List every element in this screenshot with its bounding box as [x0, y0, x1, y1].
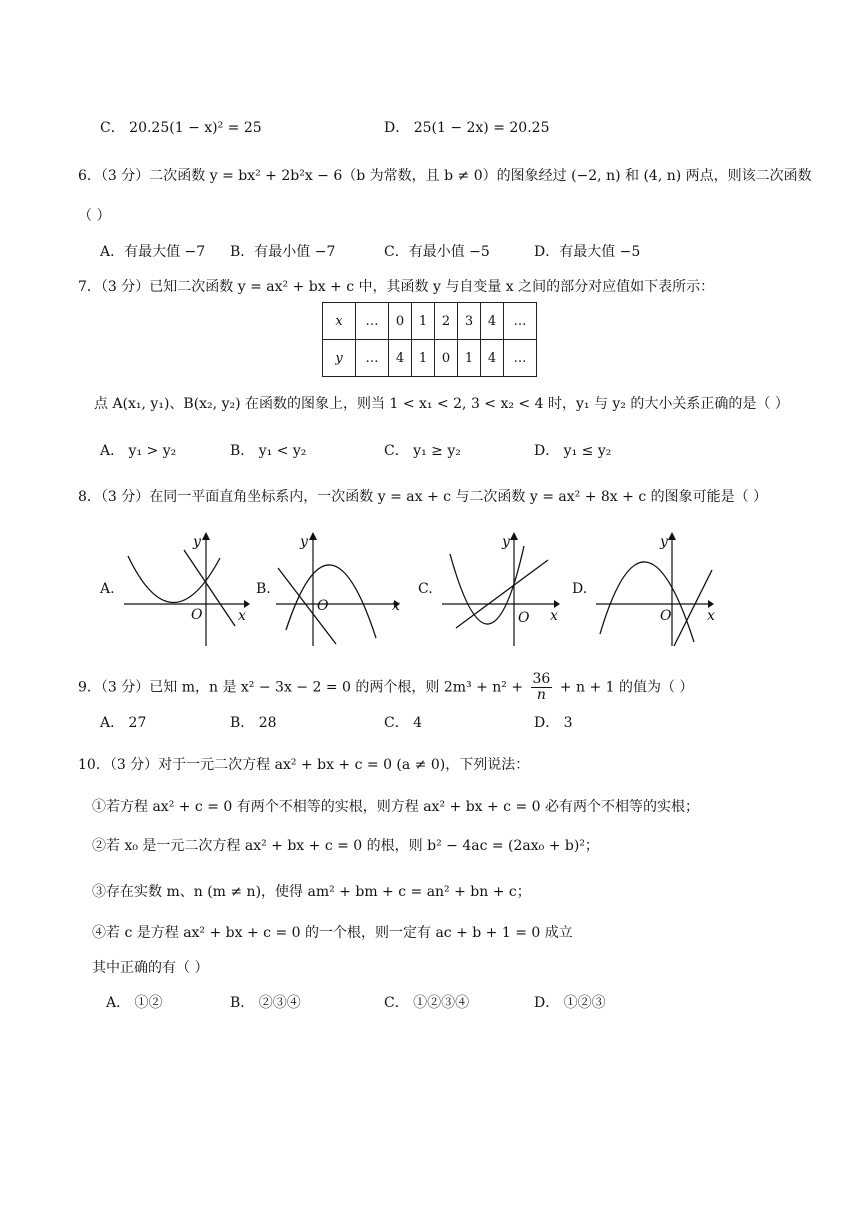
- table-cell: 1: [412, 303, 435, 340]
- x-axis-arrow: [244, 600, 250, 608]
- y-axis-arrow: [668, 532, 676, 540]
- table-cell: 0: [435, 340, 458, 377]
- y-axis-arrow: [510, 532, 518, 540]
- q10-statement-2: ②若 x₀ 是一元二次方程 ax² + bx + c = 0 的根，则 b² − 4ac = (2ax₀ + b)²；: [92, 838, 599, 854]
- table-cell: …: [356, 340, 389, 377]
- q10-statement-4: ④若 c 是方程 ax² + bx + c = 0 的一个根，则一定有 ac + b + 1 = 0 成立: [92, 925, 573, 941]
- origin-label: O: [191, 607, 203, 623]
- q7-option-a[interactable]: A． y₁ > y₂: [100, 443, 177, 459]
- table-row-x: [323, 303, 537, 340]
- q6-answer-blank: （ ）: [78, 208, 111, 224]
- q10-option-c[interactable]: C． ①②③④: [384, 995, 470, 1011]
- table-cell: 4: [389, 340, 412, 377]
- origin-label: O: [518, 610, 530, 626]
- q6-stem: 6．（3 分）二次函数 y = bx² + 2b²x − 6（b 为常数，且 b ≠ 0）的图象经过 (−2, n) 和 (4, n) 两点，则该二次函数: [78, 168, 812, 184]
- table-cell: 4: [481, 303, 504, 340]
- y-axis-label: y: [300, 534, 308, 550]
- table-cell: x: [323, 303, 356, 340]
- q9-stem: [78, 672, 693, 703]
- graph-a[interactable]: [120, 530, 250, 648]
- y-axis-label: y: [193, 534, 201, 550]
- parabola-curve: [450, 546, 524, 624]
- x-axis-label: x: [707, 608, 715, 624]
- table-cell: …: [504, 340, 537, 377]
- origin-label: O: [317, 598, 329, 614]
- y-axis-label: y: [660, 534, 668, 550]
- q9-option-a[interactable]: A． 27: [100, 715, 147, 731]
- table-row-y: [323, 340, 537, 377]
- q7-option-c[interactable]: C． y₁ ≥ y₂: [384, 443, 461, 459]
- table-cell: …: [356, 303, 389, 340]
- q7-option-b[interactable]: B． y₁ < y₂: [230, 443, 307, 459]
- graph-a-label[interactable]: A.: [100, 581, 115, 597]
- x-axis-label: x: [238, 608, 246, 624]
- x-axis-label: x: [392, 598, 400, 614]
- q10-question: 其中正确的有（ ）: [92, 960, 209, 976]
- q10-statement-3: ③存在实数 m、n (m ≠ n)，使得 am² + bm + c = an² + bn + c；: [92, 884, 531, 900]
- q9-option-d[interactable]: D． 3: [534, 715, 573, 731]
- q10-statement-1: ①若方程 ax² + c = 0 有两个不相等的实根，则方程 ax² + bx + c = 0 必有两个不相等的实根；: [92, 799, 700, 815]
- q10-option-a[interactable]: A． ①②: [106, 995, 163, 1011]
- parabola-curve: [600, 562, 694, 642]
- graph-d[interactable]: [590, 530, 720, 648]
- table-cell: 3: [458, 303, 481, 340]
- y-axis-label: y: [502, 534, 510, 550]
- table-cell: 1: [412, 340, 435, 377]
- table-cell: …: [504, 303, 537, 340]
- q10-option-d[interactable]: D． ①②③: [534, 995, 606, 1011]
- y-axis-arrow: [202, 532, 210, 540]
- graph-d-label[interactable]: D.: [572, 581, 588, 597]
- graph-c-label[interactable]: C.: [418, 581, 433, 597]
- q7-option-d[interactable]: D． y₁ ≤ y₂: [534, 443, 612, 459]
- q6-option-b[interactable]: B．有最小值 −7: [230, 244, 336, 260]
- y-axis-arrow: [309, 532, 317, 540]
- graph-b[interactable]: [272, 530, 407, 648]
- q9-option-b[interactable]: B． 28: [230, 715, 277, 731]
- q8-stem: 8．（3 分）在同一平面直角坐标系内，一次函数 y = ax + c 与二次函数 y = ax² + 8x + c 的图象可能是（ ）: [78, 489, 768, 505]
- line-graph: [456, 560, 548, 628]
- option-label: D．: [384, 120, 410, 136]
- q9-option-c[interactable]: C． 4: [384, 715, 423, 731]
- table-cell: y: [323, 340, 356, 377]
- q10-option-b[interactable]: B． ②③④: [230, 995, 301, 1011]
- q6-option-c[interactable]: C．有最小值 −5: [384, 244, 490, 260]
- option-text: 20.25(1 − x)² = 25: [129, 120, 262, 136]
- q7-condition: 点 A(x₁, y₁)、B(x₂, y₂) 在函数的图象上，则当 1 < x₁ < 2, 3 < x₂ < 4 时，y₁ 与 y₂ 的大小关系正确的是（ ）: [94, 396, 789, 412]
- parabola-curve: [286, 565, 376, 638]
- fraction: [531, 672, 553, 703]
- graph-c[interactable]: [436, 530, 566, 648]
- table-cell: 1: [458, 340, 481, 377]
- option-label: C．: [100, 120, 125, 136]
- q6-option-a[interactable]: A．有最大值 −7: [100, 244, 206, 260]
- fraction-numerator: 36: [532, 671, 551, 687]
- value-table: [322, 302, 537, 377]
- fraction-denominator: n: [536, 687, 546, 703]
- graph-b-label[interactable]: B.: [256, 581, 271, 597]
- table-cell: 2: [435, 303, 458, 340]
- q6-option-d[interactable]: D．有最大值 −5: [534, 244, 641, 260]
- x-axis-arrow: [708, 600, 714, 608]
- table-cell: 0: [389, 303, 412, 340]
- q9-stem-end: + n + 1 的值为（ ）: [559, 679, 694, 696]
- option-text: 25(1 − 2x) = 20.25: [413, 120, 550, 136]
- x-axis-arrow: [554, 600, 560, 608]
- q7-stem: 7．（3 分）已知二次函数 y = ax² + bx + c 中，其函数 y 与自变量 x 之间的部分对应值如下表所示：: [78, 279, 715, 295]
- q10-stem: 10．（3 分）对于一元二次方程 ax² + bx + c = 0 (a ≠ 0)，下列说法：: [78, 757, 530, 773]
- x-axis-label: x: [550, 608, 558, 624]
- table-cell: 4: [481, 340, 504, 377]
- origin-label: O: [660, 608, 672, 624]
- q5-option-c[interactable]: [100, 118, 262, 138]
- q5-option-d[interactable]: [384, 118, 549, 138]
- q9-stem-start: 9．（3 分）已知 m，n 是 x² − 3x − 2 = 0 的两个根，则 2m³ + n² +: [78, 679, 524, 696]
